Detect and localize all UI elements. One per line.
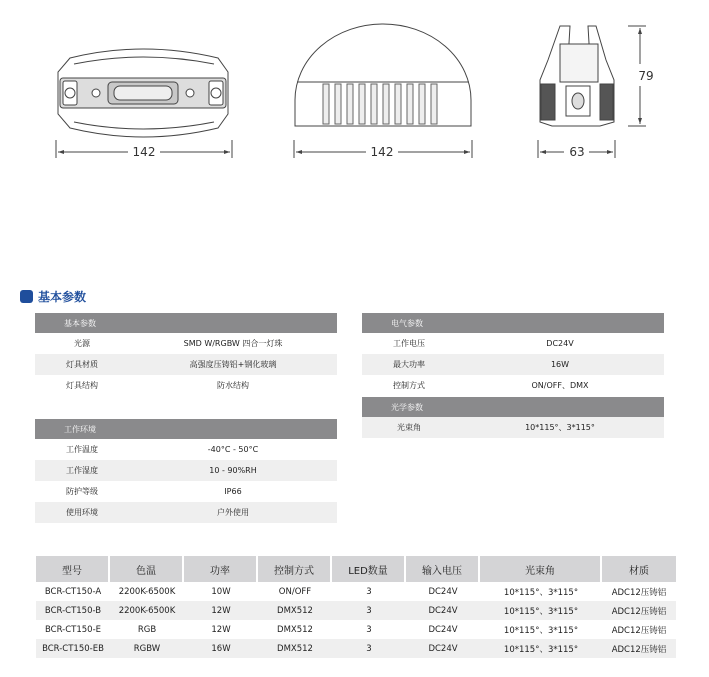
dim-top-width: 142 bbox=[370, 145, 394, 159]
cell-voltage: DC24V bbox=[428, 586, 458, 597]
table-row bbox=[35, 439, 337, 460]
elec-params-table bbox=[362, 313, 664, 396]
cell-cct: 2200K-6500K bbox=[110, 601, 184, 620]
param-key: 光源 bbox=[74, 339, 90, 348]
param-value: 10 - 90%RH bbox=[209, 466, 257, 475]
column-header-material: 材质 bbox=[602, 556, 676, 582]
cell-voltage: DC24V bbox=[406, 601, 480, 620]
section-title-text: 基本参数 bbox=[38, 290, 87, 304]
cell-material: ADC12压铸铝 bbox=[611, 587, 667, 598]
param-key: 控制方式 bbox=[393, 381, 425, 390]
dim-side-width: 63 bbox=[569, 145, 585, 159]
column-header-model: 型号 bbox=[36, 556, 110, 582]
cell-led-count: 3 bbox=[332, 601, 406, 620]
side-view-drawing bbox=[540, 26, 614, 126]
cell-cct: 2200K-6500K bbox=[118, 586, 176, 597]
technical-drawings bbox=[0, 0, 709, 170]
param-value: SMD W/RGBW 四合一灯珠 bbox=[183, 339, 283, 348]
cell-beam-angle: 10*115°、3*115° bbox=[503, 625, 579, 636]
param-key: 最大功率 bbox=[393, 360, 425, 369]
param-key: 使用环境 bbox=[66, 508, 98, 517]
cell-cct: RGB bbox=[137, 624, 157, 635]
cell-material: ADC12压铸铝 bbox=[602, 639, 676, 658]
optic-params-header: 光学参数 bbox=[362, 397, 664, 417]
optic-params-table bbox=[362, 397, 664, 438]
table-row bbox=[35, 375, 337, 396]
table-row bbox=[36, 582, 676, 601]
cell-model: BCR-CT150-E bbox=[44, 624, 102, 635]
table-row bbox=[35, 354, 337, 375]
dim-side-height: 79 bbox=[638, 69, 654, 83]
column-header-voltage: 输入电压 bbox=[406, 556, 480, 582]
section-marker-icon bbox=[20, 290, 33, 303]
cell-material: ADC12压铸铝 bbox=[602, 601, 676, 620]
cell-voltage: DC24V bbox=[428, 624, 458, 635]
dim-front-width: 142 bbox=[132, 145, 156, 159]
cell-beam-angle: 10*115°、3*115° bbox=[503, 587, 579, 598]
elec-params-header: 电气参数 bbox=[362, 313, 664, 333]
cell-material: ADC12压铸铝 bbox=[611, 625, 667, 636]
cell-voltage: DC24V bbox=[406, 639, 480, 658]
table-row bbox=[36, 639, 676, 658]
column-header-power: 功率 bbox=[184, 556, 258, 582]
param-value: 户外使用 bbox=[217, 508, 249, 517]
front-view-drawing bbox=[58, 49, 228, 137]
cell-power: 16W bbox=[184, 639, 258, 658]
column-header-control: 控制方式 bbox=[258, 556, 332, 582]
param-key: 灯具材质 bbox=[66, 360, 98, 369]
param-key: 工作电压 bbox=[393, 339, 425, 348]
basic-params-header: 基本参数 bbox=[35, 313, 337, 333]
section-title bbox=[20, 288, 86, 305]
cell-power: 10W bbox=[211, 586, 231, 597]
param-key: 灯具结构 bbox=[66, 381, 98, 390]
param-value: ON/OFF、DMX bbox=[531, 381, 589, 390]
param-key: 光束角 bbox=[397, 423, 421, 432]
param-value: -40°C - 50°C bbox=[207, 445, 259, 454]
top-view-drawing bbox=[295, 24, 471, 126]
table-row bbox=[35, 481, 337, 502]
cell-model: BCR-CT150-B bbox=[36, 601, 110, 620]
param-value: 16W bbox=[550, 360, 570, 369]
cell-led-count: 3 bbox=[366, 586, 372, 597]
param-value: IP66 bbox=[224, 487, 242, 496]
table-row bbox=[362, 417, 664, 438]
table-header-row bbox=[36, 556, 676, 582]
cell-control: DMX512 bbox=[258, 601, 332, 620]
cell-beam-angle: 10*115°、3*115° bbox=[480, 639, 602, 658]
model-table bbox=[36, 556, 676, 658]
param-value: 10*115°、3*115° bbox=[525, 423, 595, 432]
param-value: DC24V bbox=[546, 339, 574, 348]
table-row bbox=[362, 375, 664, 396]
param-key: 工作温度 bbox=[66, 445, 98, 454]
basic-params-table bbox=[35, 313, 337, 396]
cell-model: BCR-CT150-A bbox=[44, 586, 102, 597]
cell-led-count: 3 bbox=[366, 624, 372, 635]
table-row bbox=[35, 333, 337, 354]
cell-control: ON/OFF bbox=[278, 586, 312, 597]
param-key: 防护等级 bbox=[66, 487, 98, 496]
cell-led-count: 3 bbox=[332, 639, 406, 658]
table-row bbox=[35, 502, 337, 523]
cell-power: 12W bbox=[184, 601, 258, 620]
column-header-beam-angle: 光束角 bbox=[480, 556, 602, 582]
cell-beam-angle: 10*115°、3*115° bbox=[480, 601, 602, 620]
column-header-cct: 色温 bbox=[110, 556, 184, 582]
env-params-header: 工作环境 bbox=[35, 419, 337, 439]
param-value: 高强度压铸铝+钢化玻璃 bbox=[189, 360, 277, 369]
table-row bbox=[35, 460, 337, 481]
cell-cct: RGBW bbox=[110, 639, 184, 658]
column-header-led-count: LED数量 bbox=[332, 556, 406, 582]
cell-model: BCR-CT150-EB bbox=[36, 639, 110, 658]
table-row bbox=[36, 620, 676, 639]
cell-control: DMX512 bbox=[277, 624, 313, 635]
table-row bbox=[36, 601, 676, 620]
param-key: 工作湿度 bbox=[66, 466, 98, 475]
cell-control: DMX512 bbox=[258, 639, 332, 658]
param-value: 防水结构 bbox=[217, 381, 249, 390]
table-row bbox=[362, 354, 664, 375]
env-params-table bbox=[35, 419, 337, 523]
table-row bbox=[362, 333, 664, 354]
cell-power: 12W bbox=[211, 624, 231, 635]
